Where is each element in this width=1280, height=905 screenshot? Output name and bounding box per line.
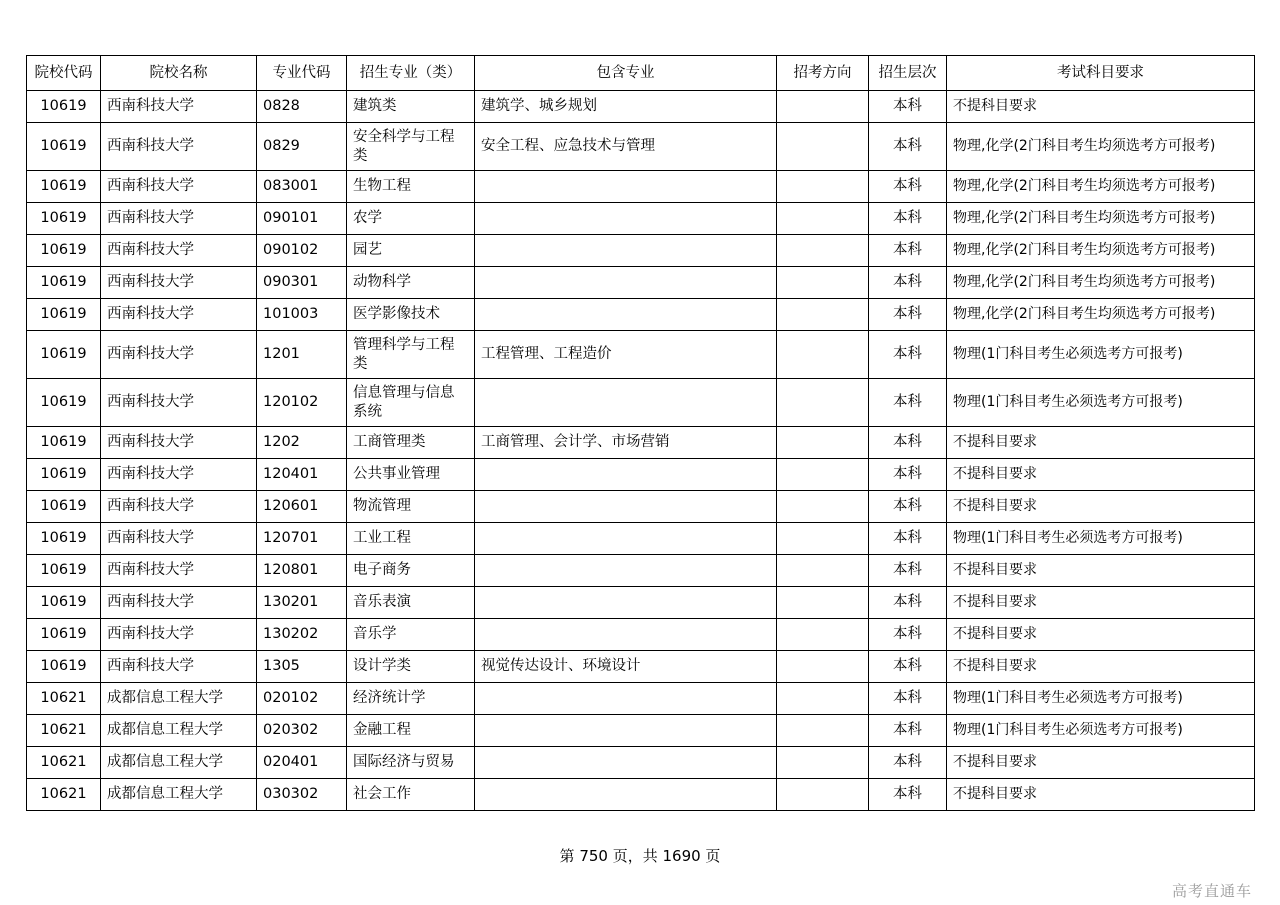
cell-level: 本科 xyxy=(869,123,947,171)
cell-subject-requirement: 不提科目要求 xyxy=(947,779,1255,811)
cell-direction xyxy=(777,427,869,459)
table-row xyxy=(27,171,1255,203)
cell-included-majors xyxy=(475,619,777,651)
cell-direction xyxy=(777,235,869,267)
cell-level: 本科 xyxy=(869,459,947,491)
cell-school-code: 10619 xyxy=(27,331,101,379)
cell-major-name: 物流管理 xyxy=(347,491,475,523)
cell-school-code: 10619 xyxy=(27,235,101,267)
cell-level: 本科 xyxy=(869,331,947,379)
cell-major-code: 0828 xyxy=(257,91,347,123)
cell-school-code: 10619 xyxy=(27,171,101,203)
cell-subject-requirement: 物理(1门科目考生必须选考方可报考) xyxy=(947,683,1255,715)
cell-included-majors: 工程管理、工程造价 xyxy=(475,331,777,379)
table-row xyxy=(27,715,1255,747)
cell-school-name: 西南科技大学 xyxy=(101,331,257,379)
cell-major-code: 130202 xyxy=(257,619,347,651)
cell-level: 本科 xyxy=(869,683,947,715)
cell-major-name: 工商管理类 xyxy=(347,427,475,459)
cell-major-code: 1202 xyxy=(257,427,347,459)
cell-subject-requirement: 不提科目要求 xyxy=(947,491,1255,523)
cell-subject-requirement: 物理(1门科目考生必须选考方可报考) xyxy=(947,523,1255,555)
cell-subject-requirement: 不提科目要求 xyxy=(947,587,1255,619)
cell-school-name: 西南科技大学 xyxy=(101,459,257,491)
cell-level: 本科 xyxy=(869,91,947,123)
cell-included-majors xyxy=(475,523,777,555)
cell-subject-requirement: 物理,化学(2门科目考生均须选考方可报考) xyxy=(947,267,1255,299)
table-row xyxy=(27,331,1255,379)
cell-school-code: 10619 xyxy=(27,427,101,459)
cell-school-name: 西南科技大学 xyxy=(101,379,257,427)
table-row xyxy=(27,619,1255,651)
table-row xyxy=(27,555,1255,587)
cell-subject-requirement: 物理,化学(2门科目考生均须选考方可报考) xyxy=(947,299,1255,331)
cell-included-majors: 工商管理、会计学、市场营销 xyxy=(475,427,777,459)
cell-major-code: 090101 xyxy=(257,203,347,235)
cell-school-name: 西南科技大学 xyxy=(101,523,257,555)
cell-school-code: 10619 xyxy=(27,267,101,299)
cell-major-name: 社会工作 xyxy=(347,779,475,811)
cell-level: 本科 xyxy=(869,235,947,267)
column-header-school-name: 院校名称 xyxy=(101,56,257,91)
cell-major-name: 音乐表演 xyxy=(347,587,475,619)
table-row xyxy=(27,91,1255,123)
table-row xyxy=(27,651,1255,683)
cell-direction xyxy=(777,491,869,523)
cell-school-name: 西南科技大学 xyxy=(101,491,257,523)
cell-direction xyxy=(777,747,869,779)
cell-level: 本科 xyxy=(869,267,947,299)
table-row xyxy=(27,587,1255,619)
cell-school-code: 10619 xyxy=(27,459,101,491)
column-header-included-majors: 包含专业 xyxy=(475,56,777,91)
cell-direction xyxy=(777,779,869,811)
cell-level: 本科 xyxy=(869,203,947,235)
cell-school-name: 西南科技大学 xyxy=(101,171,257,203)
cell-subject-requirement: 不提科目要求 xyxy=(947,459,1255,491)
cell-subject-requirement: 不提科目要求 xyxy=(947,747,1255,779)
cell-school-name: 西南科技大学 xyxy=(101,299,257,331)
cell-direction xyxy=(777,683,869,715)
cell-included-majors xyxy=(475,171,777,203)
cell-school-code: 10619 xyxy=(27,651,101,683)
cell-level: 本科 xyxy=(869,379,947,427)
column-header-level: 招生层次 xyxy=(869,56,947,91)
cell-subject-requirement: 物理(1门科目考生必须选考方可报考) xyxy=(947,715,1255,747)
table-body xyxy=(27,91,1255,811)
cell-major-code: 020102 xyxy=(257,683,347,715)
cell-included-majors xyxy=(475,587,777,619)
cell-school-code: 10619 xyxy=(27,203,101,235)
cell-school-name: 成都信息工程大学 xyxy=(101,747,257,779)
cell-included-majors xyxy=(475,235,777,267)
cell-school-name: 西南科技大学 xyxy=(101,267,257,299)
cell-major-code: 120601 xyxy=(257,491,347,523)
cell-included-majors xyxy=(475,715,777,747)
cell-major-code: 1305 xyxy=(257,651,347,683)
cell-subject-requirement: 物理,化学(2门科目考生均须选考方可报考) xyxy=(947,171,1255,203)
cell-level: 本科 xyxy=(869,715,947,747)
cell-subject-requirement: 不提科目要求 xyxy=(947,555,1255,587)
cell-level: 本科 xyxy=(869,523,947,555)
cell-subject-requirement: 不提科目要求 xyxy=(947,619,1255,651)
cell-school-name: 西南科技大学 xyxy=(101,91,257,123)
cell-direction xyxy=(777,619,869,651)
cell-level: 本科 xyxy=(869,491,947,523)
cell-included-majors xyxy=(475,203,777,235)
cell-major-code: 020401 xyxy=(257,747,347,779)
cell-school-code: 10619 xyxy=(27,123,101,171)
cell-school-code: 10619 xyxy=(27,523,101,555)
cell-school-code: 10619 xyxy=(27,299,101,331)
table-row xyxy=(27,459,1255,491)
cell-subject-requirement: 物理,化学(2门科目考生均须选考方可报考) xyxy=(947,235,1255,267)
cell-school-code: 10619 xyxy=(27,91,101,123)
column-header-direction: 招考方向 xyxy=(777,56,869,91)
cell-school-code: 10619 xyxy=(27,619,101,651)
cell-school-code: 10621 xyxy=(27,779,101,811)
cell-school-code: 10619 xyxy=(27,555,101,587)
cell-school-name: 成都信息工程大学 xyxy=(101,779,257,811)
cell-major-name: 安全科学与工程类 xyxy=(347,123,475,171)
cell-school-name: 西南科技大学 xyxy=(101,587,257,619)
cell-major-name: 公共事业管理 xyxy=(347,459,475,491)
cell-school-code: 10619 xyxy=(27,379,101,427)
cell-major-code: 090102 xyxy=(257,235,347,267)
cell-direction xyxy=(777,555,869,587)
table-row xyxy=(27,267,1255,299)
cell-direction xyxy=(777,299,869,331)
cell-school-name: 成都信息工程大学 xyxy=(101,715,257,747)
cell-school-name: 西南科技大学 xyxy=(101,427,257,459)
cell-subject-requirement: 物理(1门科目考生必须选考方可报考) xyxy=(947,379,1255,427)
cell-included-majors xyxy=(475,459,777,491)
cell-level: 本科 xyxy=(869,779,947,811)
cell-school-name: 西南科技大学 xyxy=(101,555,257,587)
cell-direction xyxy=(777,91,869,123)
cell-school-name: 西南科技大学 xyxy=(101,619,257,651)
cell-subject-requirement: 物理,化学(2门科目考生均须选考方可报考) xyxy=(947,203,1255,235)
cell-major-name: 设计学类 xyxy=(347,651,475,683)
cell-direction xyxy=(777,651,869,683)
table-row xyxy=(27,299,1255,331)
table-row xyxy=(27,379,1255,427)
cell-major-code: 120102 xyxy=(257,379,347,427)
table-row xyxy=(27,747,1255,779)
table-row xyxy=(27,427,1255,459)
cell-direction xyxy=(777,587,869,619)
cell-school-name: 西南科技大学 xyxy=(101,235,257,267)
table-row xyxy=(27,523,1255,555)
column-header-major-name: 招生专业（类） xyxy=(347,56,475,91)
cell-major-name: 音乐学 xyxy=(347,619,475,651)
major-catalog-table xyxy=(26,55,1255,811)
cell-major-code: 120801 xyxy=(257,555,347,587)
cell-level: 本科 xyxy=(869,171,947,203)
cell-major-name: 建筑类 xyxy=(347,91,475,123)
cell-direction xyxy=(777,459,869,491)
cell-major-code: 120701 xyxy=(257,523,347,555)
cell-major-name: 园艺 xyxy=(347,235,475,267)
cell-included-majors xyxy=(475,683,777,715)
cell-included-majors xyxy=(475,747,777,779)
cell-direction xyxy=(777,715,869,747)
table-row xyxy=(27,491,1255,523)
cell-subject-requirement: 不提科目要求 xyxy=(947,651,1255,683)
cell-subject-requirement: 不提科目要求 xyxy=(947,91,1255,123)
cell-included-majors xyxy=(475,379,777,427)
cell-direction xyxy=(777,331,869,379)
cell-major-name: 农学 xyxy=(347,203,475,235)
cell-major-code: 030302 xyxy=(257,779,347,811)
cell-major-name: 电子商务 xyxy=(347,555,475,587)
cell-subject-requirement: 物理(1门科目考生必须选考方可报考) xyxy=(947,331,1255,379)
cell-major-code: 020302 xyxy=(257,715,347,747)
cell-major-name: 管理科学与工程类 xyxy=(347,331,475,379)
column-header-school-code: 院校代码 xyxy=(27,56,101,91)
cell-included-majors xyxy=(475,555,777,587)
cell-school-code: 10621 xyxy=(27,747,101,779)
cell-school-code: 10621 xyxy=(27,715,101,747)
cell-subject-requirement: 不提科目要求 xyxy=(947,427,1255,459)
cell-major-name: 医学影像技术 xyxy=(347,299,475,331)
cell-included-majors: 视觉传达设计、环境设计 xyxy=(475,651,777,683)
cell-direction xyxy=(777,379,869,427)
cell-school-code: 10621 xyxy=(27,683,101,715)
column-header-major-code: 专业代码 xyxy=(257,56,347,91)
cell-level: 本科 xyxy=(869,299,947,331)
cell-school-code: 10619 xyxy=(27,491,101,523)
cell-direction xyxy=(777,523,869,555)
cell-included-majors xyxy=(475,267,777,299)
cell-major-name: 国际经济与贸易 xyxy=(347,747,475,779)
cell-level: 本科 xyxy=(869,587,947,619)
cell-major-code: 120401 xyxy=(257,459,347,491)
cell-major-name: 经济统计学 xyxy=(347,683,475,715)
table-row xyxy=(27,203,1255,235)
cell-level: 本科 xyxy=(869,619,947,651)
cell-major-code: 130201 xyxy=(257,587,347,619)
table-row xyxy=(27,683,1255,715)
cell-major-name: 工业工程 xyxy=(347,523,475,555)
cell-level: 本科 xyxy=(869,427,947,459)
cell-subject-requirement: 物理,化学(2门科目考生均须选考方可报考) xyxy=(947,123,1255,171)
cell-included-majors: 建筑学、城乡规划 xyxy=(475,91,777,123)
cell-level: 本科 xyxy=(869,651,947,683)
table-row xyxy=(27,235,1255,267)
watermark-label: 高考直通车 xyxy=(1171,882,1252,900)
table-row xyxy=(27,123,1255,171)
cell-major-code: 0829 xyxy=(257,123,347,171)
cell-level: 本科 xyxy=(869,555,947,587)
cell-direction xyxy=(777,123,869,171)
cell-school-name: 西南科技大学 xyxy=(101,651,257,683)
column-header-subject-requirement: 考试科目要求 xyxy=(947,56,1255,91)
cell-major-code: 090301 xyxy=(257,267,347,299)
page-footer: 第 750 页，共 1690 页 xyxy=(559,847,721,865)
cell-level: 本科 xyxy=(869,747,947,779)
cell-school-name: 西南科技大学 xyxy=(101,123,257,171)
cell-direction xyxy=(777,203,869,235)
cell-school-code: 10619 xyxy=(27,587,101,619)
cell-direction xyxy=(777,171,869,203)
cell-school-name: 成都信息工程大学 xyxy=(101,683,257,715)
cell-included-majors: 安全工程、应急技术与管理 xyxy=(475,123,777,171)
cell-major-name: 金融工程 xyxy=(347,715,475,747)
cell-direction xyxy=(777,267,869,299)
cell-major-name: 生物工程 xyxy=(347,171,475,203)
cell-major-code: 101003 xyxy=(257,299,347,331)
table-header-row xyxy=(27,56,1255,91)
cell-school-name: 西南科技大学 xyxy=(101,203,257,235)
cell-major-name: 动物科学 xyxy=(347,267,475,299)
cell-major-code: 1201 xyxy=(257,331,347,379)
cell-included-majors xyxy=(475,299,777,331)
cell-included-majors xyxy=(475,491,777,523)
table-row xyxy=(27,779,1255,811)
cell-major-name: 信息管理与信息系统 xyxy=(347,379,475,427)
cell-included-majors xyxy=(475,779,777,811)
cell-major-code: 083001 xyxy=(257,171,347,203)
